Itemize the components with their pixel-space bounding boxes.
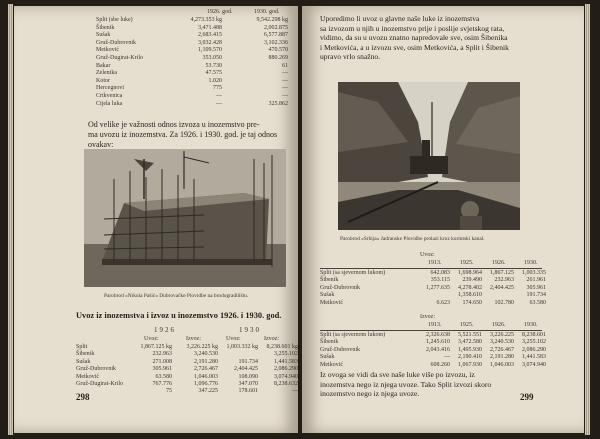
subheader-uvoz-1930: Uvoz:	[226, 336, 241, 342]
bottom-table-value: 1,441.583	[274, 358, 298, 365]
top-table-value-1926: 47.575	[205, 70, 222, 77]
uvoz-value: 353.115	[430, 277, 450, 284]
izvoz-value: 3,255.102	[522, 339, 546, 346]
uvoz-port-name: Metković	[320, 299, 343, 306]
izvoz-value: 2,326.638	[426, 332, 450, 338]
bottom-table-value: 2,191.280	[194, 358, 218, 365]
top-table-value-1926: 4,273.353 kg	[190, 17, 222, 23]
top-table-value-1926: 775	[213, 85, 222, 92]
izvoz-value: 2,190.410	[458, 354, 482, 361]
uvoz-value: 191.734	[526, 292, 546, 299]
subheader-izvoz-1926: Izvoz:	[186, 336, 201, 342]
bottom-table-value: —	[292, 388, 298, 395]
left-table-heading: Uvoz iz inozemstva i izvoz u inozemstvo 1926. i 1930. god.	[76, 311, 282, 320]
bottom-table-value: 63.580	[155, 373, 172, 380]
bottom-table-value: 75	[166, 388, 172, 395]
bottom-table-value: 191.734	[238, 358, 258, 365]
top-table-value-1930: —	[282, 77, 288, 84]
izvoz-year-header: 1930.	[524, 322, 538, 328]
uvoz-value: 1,698.964	[458, 270, 482, 276]
canal-photo	[338, 82, 520, 230]
top-table-header-1930: 1930. god.	[254, 9, 280, 15]
bottom-table-value: 8,238.632	[274, 381, 298, 387]
top-table-header-1926: 1926. god.	[207, 9, 233, 15]
uvoz-value: 261.961	[526, 277, 546, 284]
top-table-port-name: Gruž-Dugirat-Krilo	[96, 55, 143, 61]
left-paragraph: Od velike je važnosti odnos izvoza u inozemstvo pre- ma uvozu iz inozemstva. Za 1926. i 1930. god. je taj odnos ovakav:	[88, 120, 278, 149]
izvoz-label: Izvoz:	[420, 314, 435, 320]
izvoz-port-name: Split (sa sjevernom lukom)	[320, 332, 386, 338]
top-table-port-name: Hercegnovi	[96, 85, 124, 92]
top-table-value-1926: 1.020	[208, 77, 222, 84]
izvoz-value: 608.260	[430, 361, 450, 368]
bottom-table-value: 2,086.290	[274, 366, 298, 373]
bottom-table-value: 1,003.332 kg	[226, 344, 258, 350]
top-table-port-name: Cijela luka	[96, 100, 123, 107]
izvoz-port-name: Šibenik	[320, 339, 339, 346]
top-table-value-1926: 353.050	[202, 55, 222, 61]
uvoz-port-name: Šibenik	[320, 277, 339, 284]
left-photo-caption: Parobrod »Nikola Pašić« Dubrovačke Plovidbe na brodogradilištu.	[104, 293, 249, 299]
izvoz-value: 3,240.530	[490, 339, 514, 346]
page-number-left: 298	[76, 392, 90, 402]
uvoz-value: 642.083	[430, 270, 450, 276]
top-table-value-1930: 3,102.336	[264, 39, 288, 46]
uvoz-value: 305.961	[526, 284, 546, 291]
bottom-table-value: 108.090	[238, 373, 258, 380]
izvoz-value: 1,046.003	[490, 361, 514, 368]
top-table-value-1930: 880.269	[268, 55, 288, 61]
uvoz-label: Uvoz:	[420, 252, 435, 258]
izvoz-port-name: Metković	[320, 361, 343, 368]
uvoz-value: 232.963	[494, 277, 514, 284]
bottom-table-value: 178.601	[238, 388, 258, 395]
bottom-table-value: 2,726.467	[194, 366, 218, 373]
izvoz-value: 1,495.930	[458, 346, 482, 353]
uvoz-year-header: 1930.	[524, 260, 538, 266]
izvoz-value: 2,191.280	[490, 354, 514, 361]
top-table-value-1930: 9,542.298 kg	[256, 17, 288, 23]
uvoz-year-header: 1913.	[428, 260, 442, 266]
page-number-right: 299	[520, 392, 534, 402]
uvoz-year-header: 1926.	[492, 260, 506, 266]
bottom-table-value: 271.008	[152, 358, 172, 365]
uvoz-value: 1,358.610	[458, 292, 482, 299]
left-page-edge	[8, 4, 13, 435]
uvoz-year-header: 1925.	[460, 260, 474, 266]
izvoz-port-name: Sušak	[320, 354, 335, 361]
uvoz-value: 6.623	[436, 299, 450, 306]
bottom-table-value: 3,226.225 kg	[186, 344, 218, 350]
bottom-table-port-name: Metković	[76, 373, 99, 380]
izvoz-value: 5,521.551	[458, 332, 482, 338]
uvoz-port-name: Split (sa sjevernom lukom)	[320, 270, 386, 276]
top-table-value-1926: 53.730	[205, 62, 222, 69]
right-page	[302, 6, 584, 433]
bottom-table-value: 347.225	[198, 388, 218, 395]
bottom-table-value: 1,096.776	[194, 381, 218, 387]
izvoz-value: 3,226.225	[490, 332, 514, 338]
bottom-table-port-name: Gruž-Dubrovnik	[76, 366, 116, 373]
izvoz-value: 1,245.610	[426, 339, 450, 346]
uvoz-value: 1,277.635	[426, 284, 450, 291]
bottom-table-value: 1,867.125 kg	[140, 344, 172, 350]
bottom-table-port-name: Gruž-Dugirat-Krilo	[76, 381, 123, 387]
izvoz-value: 2,086.290	[522, 346, 546, 353]
subheader-izvoz-1930: Izvoz:	[264, 336, 279, 342]
top-table-port-name: Metković	[96, 47, 119, 54]
top-table-value-1930: 470.570	[268, 47, 288, 54]
bottom-table-value: 232.963	[152, 351, 172, 358]
bottom-table-value: 3,255.102	[274, 351, 298, 358]
uvoz-rule	[320, 268, 542, 269]
izvoz-value: 3,472.580	[458, 339, 482, 346]
subheader-uvoz-1926: Uvoz:	[144, 336, 159, 342]
uvoz-value: 1,867.125	[490, 270, 514, 276]
bottom-table-value: 3,240.530	[194, 351, 218, 358]
right-page-edge	[585, 4, 590, 435]
uvoz-port-name: Gruž-Dubrovnik	[320, 284, 360, 291]
right-paragraph-2: Iz ovoga se vidi da sve naše luke više po izvozu, iz inozemstva nego iz njega uvoze. Tako Split izvozi skoro inozemstvo nego iz njega uvoze.	[320, 370, 492, 399]
left-page	[14, 6, 298, 433]
izvoz-value: 1,067.930	[458, 361, 482, 368]
top-table-port-name: Zelenika	[96, 70, 117, 77]
izvoz-rule	[320, 330, 542, 331]
canal-photo-graphic	[338, 82, 520, 230]
izvoz-value: 3,074.940	[522, 361, 546, 368]
izvoz-year-header: 1926.	[492, 322, 506, 328]
izvoz-value: 8,238.601	[522, 332, 546, 338]
bottom-table-port-name: Sušak	[76, 358, 91, 365]
izvoz-value: 2,726.467	[490, 346, 514, 353]
uvoz-port-name: Sušak	[320, 292, 335, 299]
top-table-value-1930: 6,577.887	[264, 32, 288, 39]
top-table-value-1926: 2,683.415	[198, 32, 222, 39]
uvoz-value: 63.580	[529, 299, 546, 306]
izvoz-year-headers	[320, 322, 542, 330]
bottom-table-value: 8,238.601 kg	[266, 344, 298, 350]
izvoz-year-header: 1925.	[460, 322, 474, 328]
top-table-port-name: Bakar	[96, 62, 111, 69]
uvoz-value: 2,404.425	[490, 284, 514, 291]
year-1926-label: 1926	[154, 326, 176, 334]
bottom-table-port-name: Šibenik	[76, 351, 95, 358]
bottom-table-value: 1,046.003	[194, 373, 218, 380]
izvoz-year-header: 1913.	[428, 322, 442, 328]
izvoz-value: 1,441.583	[522, 354, 546, 361]
uvoz-value: 4,278.402	[458, 284, 482, 291]
top-table-value-1926: 3,032.428	[198, 39, 222, 46]
top-table-value-1930: 325.862	[268, 100, 288, 107]
bottom-table-value: 3,074.940	[274, 373, 298, 380]
right-paragraph: Uporedimo li uvoz u glavne naše luke iz inozemstva sa izvozom u njih u inozemstvo prije i poslije svjetskog rata, vidimo, da su u uvozu znatno napredovale sve, osim Šibenika i Metkovića, a u izvozu sve, osim Metkovića, a Split i Šibenik upravo vrlo snažno.	[320, 14, 509, 62]
izvoz-port-name: Gruž-Dubrovnik	[320, 346, 360, 353]
uvoz-value: 102.780	[494, 299, 514, 306]
uvoz-value: 174.650	[462, 299, 482, 306]
uvoz-value: 239.490	[462, 277, 482, 284]
uvoz-year-headers	[320, 260, 542, 268]
top-table-value-1930: 61	[282, 62, 288, 69]
top-table-value-1926: 1,109.570	[198, 47, 222, 54]
bottom-table-value: 305.961	[152, 366, 172, 373]
top-table-port-name: Gruž-Dubrovnik	[96, 39, 136, 46]
top-table-value-1926: 3,471.488	[198, 24, 222, 31]
right-photo-caption: Parobrod »Srbija« Jadranske Plovidbe prolazi kroz korintski kanal.	[340, 236, 485, 242]
top-table-port-name: Šibenik	[96, 24, 115, 31]
izvoz-value: —	[444, 354, 450, 361]
top-table-port-name: Crikvenica	[96, 93, 123, 99]
shipyard-photo-graphic	[84, 149, 286, 287]
izvoz-value: 2,043.416	[426, 346, 450, 353]
top-table-value-1926: —	[216, 93, 222, 99]
top-table-value-1930: —	[282, 85, 288, 92]
top-table-port-name: Kotor	[96, 77, 110, 84]
top-table-port-name: Sušak	[96, 32, 111, 39]
bottom-table-value: 2,404.425	[234, 366, 258, 373]
top-table-value-1930: 2,002.875	[264, 24, 288, 31]
year-1930-label: 1930	[239, 326, 261, 334]
uvoz-value: 1,003.335	[522, 270, 546, 276]
shipyard-photo	[84, 149, 286, 287]
bottom-table-value: 347.070	[238, 381, 258, 387]
top-table-value-1930: —	[282, 70, 288, 77]
top-table-value-1926: —	[216, 100, 222, 107]
top-table-port-name: Split (sbe luke)	[96, 17, 133, 23]
top-table-value-1930: —	[282, 93, 288, 99]
bottom-table-port-name: Split	[76, 344, 88, 350]
bottom-table-value: 767.776	[152, 381, 172, 387]
